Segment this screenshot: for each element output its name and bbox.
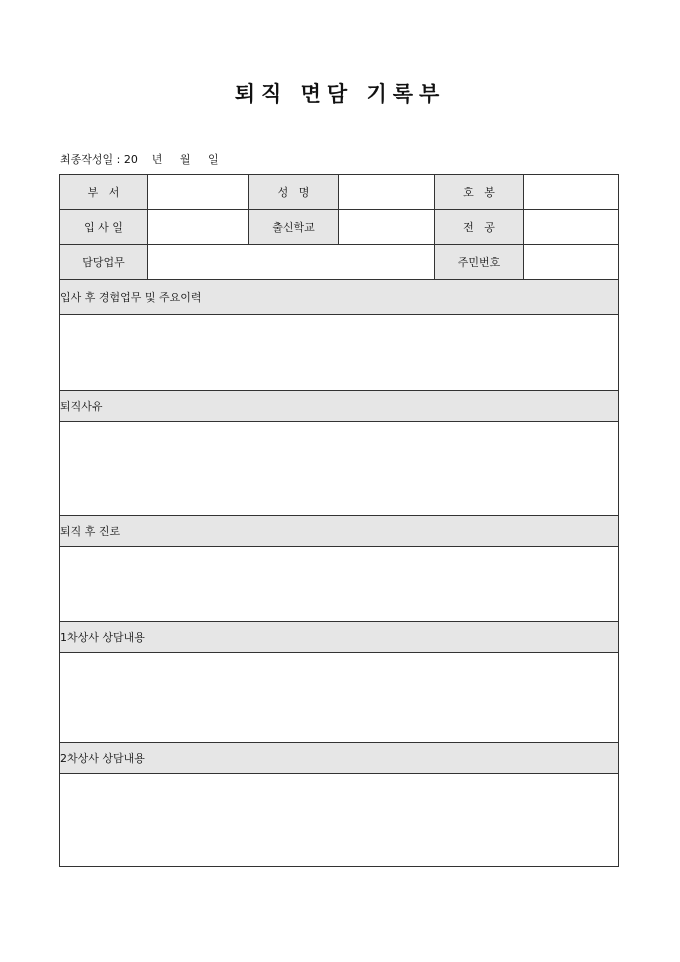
join-date-label: 입 사 일 bbox=[60, 210, 148, 245]
id-number-field[interactable] bbox=[524, 245, 619, 280]
dept-label: 부 서 bbox=[60, 175, 148, 210]
duty-field[interactable] bbox=[148, 245, 435, 280]
section-body-reason[interactable] bbox=[60, 422, 619, 516]
school-field[interactable] bbox=[339, 210, 435, 245]
id-number-label: 주민번호 bbox=[435, 245, 524, 280]
major-field[interactable] bbox=[524, 210, 619, 245]
section-body-supervisor2[interactable] bbox=[60, 774, 619, 867]
section-header-future: 퇴직 후 진로 bbox=[60, 516, 619, 547]
exit-interview-form bbox=[59, 174, 619, 867]
name-label: 성 명 bbox=[249, 175, 339, 210]
info-row-1 bbox=[60, 175, 619, 210]
grade-label: 호 봉 bbox=[435, 175, 524, 210]
section-body-career[interactable] bbox=[60, 315, 619, 391]
dept-field[interactable] bbox=[148, 175, 249, 210]
date-line: 최종작성일 : 20 년 월 일 bbox=[60, 153, 219, 166]
section-header-reason: 퇴직사유 bbox=[60, 391, 619, 422]
info-row-2 bbox=[60, 210, 619, 245]
join-date-field[interactable] bbox=[148, 210, 249, 245]
document-title: 퇴직 면담 기록부 bbox=[234, 81, 446, 106]
major-label: 전 공 bbox=[435, 210, 524, 245]
name-field[interactable] bbox=[339, 175, 435, 210]
section-header-career: 입사 후 경험업무 및 주요이력 bbox=[60, 280, 619, 315]
info-row-3 bbox=[60, 245, 619, 280]
section-body-supervisor1[interactable] bbox=[60, 653, 619, 743]
duty-label: 담당업무 bbox=[60, 245, 148, 280]
section-header-supervisor2: 2차상사 상담내용 bbox=[60, 743, 619, 774]
grade-field[interactable] bbox=[524, 175, 619, 210]
school-label: 출신학교 bbox=[249, 210, 339, 245]
section-header-supervisor1: 1차상사 상담내용 bbox=[60, 622, 619, 653]
section-body-future[interactable] bbox=[60, 547, 619, 622]
